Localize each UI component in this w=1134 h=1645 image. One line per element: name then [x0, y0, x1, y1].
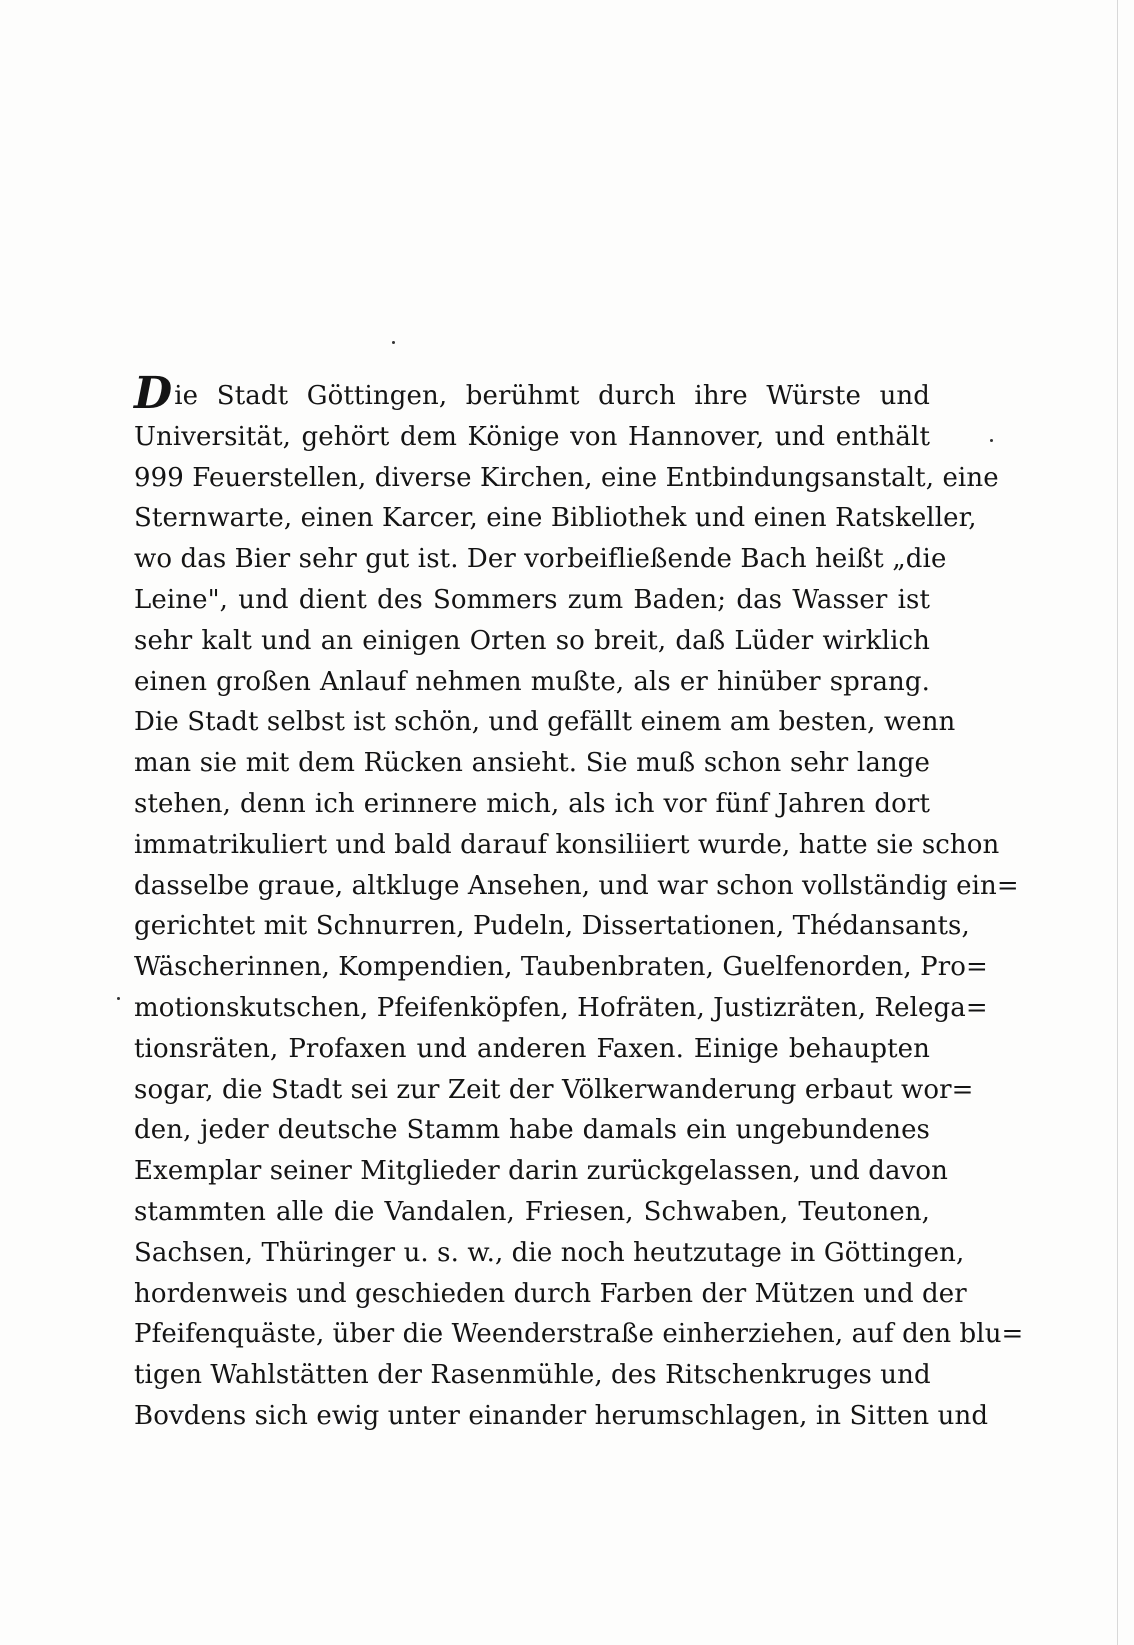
text-line: tionsräten, Profaxen und anderen Faxen. Einige behaupten — [134, 1033, 930, 1064]
text-line: Die Stadt selbst ist schön, und gefällt einem am besten, wenn — [134, 707, 956, 738]
text-line: Pfeifenquäste, über die Weenderstraße einherziehen, auf den blu= — [134, 1319, 1024, 1350]
text-line: sogar, die Stadt sei zur Zeit der Völkerwanderung erbaut wor= — [134, 1074, 974, 1105]
print-speck — [990, 439, 993, 442]
text-line: wo das Bier sehr gut ist. Der vorbeifließende Bach heißt „die — [134, 544, 947, 575]
text-line: tigen Wahlstätten der Rasenmühle, des Ritschenkruges und — [134, 1360, 931, 1391]
text-line: 999 Feuerstellen, diverse Kirchen, eine Entbindungsanstalt, eine — [134, 462, 999, 493]
text-line-first — [134, 368, 930, 419]
text-line: sehr kalt und an einigen Orten so breit, daß Lüder wirklich — [134, 625, 930, 656]
text-line: Sachsen, Thüringer u. s. w., die noch heutzutage in Göttingen, — [134, 1237, 965, 1268]
print-speck — [392, 341, 395, 344]
text-line: gerichtet mit Schnurren, Pudeln, Dissertationen, Thédansants, — [134, 911, 970, 942]
text-line: Leine", und dient des Sommers zum Baden; das Wasser ist — [134, 584, 930, 615]
text-line: Sternwarte, einen Karcer, eine Bibliothek und einen Ratskeller, — [134, 503, 977, 534]
drop-cap: D — [134, 368, 173, 419]
text-line: den, jeder deutsche Stamm habe damals ein ungebundenes — [134, 1115, 930, 1146]
text-line: stehen, denn ich erinnere mich, als ich vor fünf Jahren dort — [134, 788, 930, 819]
first-line-text: ie Stadt Göttingen, berühmt durch ihre Würste und — [174, 381, 930, 411]
text-line: hordenweis und geschieden durch Farben der Mützen und der — [134, 1278, 967, 1309]
text-line: immatrikuliert und bald darauf konsiliiert wurde, hatte sie schon — [134, 829, 1000, 860]
text-line: Wäscherinnen, Kompendien, Taubenbraten, Guelfenorden, Pro= — [134, 952, 988, 983]
text-line: motionskutschen, Pfeifenköpfen, Hofräten, Justizräten, Relega= — [134, 992, 988, 1023]
page-edge-shadow — [1117, 0, 1118, 1645]
text-line: man sie mit dem Rücken ansieht. Sie muß schon sehr lange — [134, 748, 930, 779]
print-speck — [117, 997, 120, 1000]
text-line: stammten alle die Vandalen, Friesen, Schwaben, Teutonen, — [134, 1196, 930, 1227]
text-line: dasselbe graue, altkluge Ansehen, und war schon vollständig ein= — [134, 870, 1019, 901]
text-line: Universität, gehört dem Könige von Hannover, und enthält — [134, 421, 930, 452]
text-line: Bovdens sich ewig unter einander herumschlagen, in Sitten und — [134, 1400, 989, 1431]
body-text — [134, 368, 1024, 1437]
text-line: einen großen Anlauf nehmen mußte, als er hinüber sprang. — [134, 666, 930, 697]
text-line: Exemplar seiner Mitglieder darin zurückgelassen, und davon — [134, 1156, 948, 1187]
